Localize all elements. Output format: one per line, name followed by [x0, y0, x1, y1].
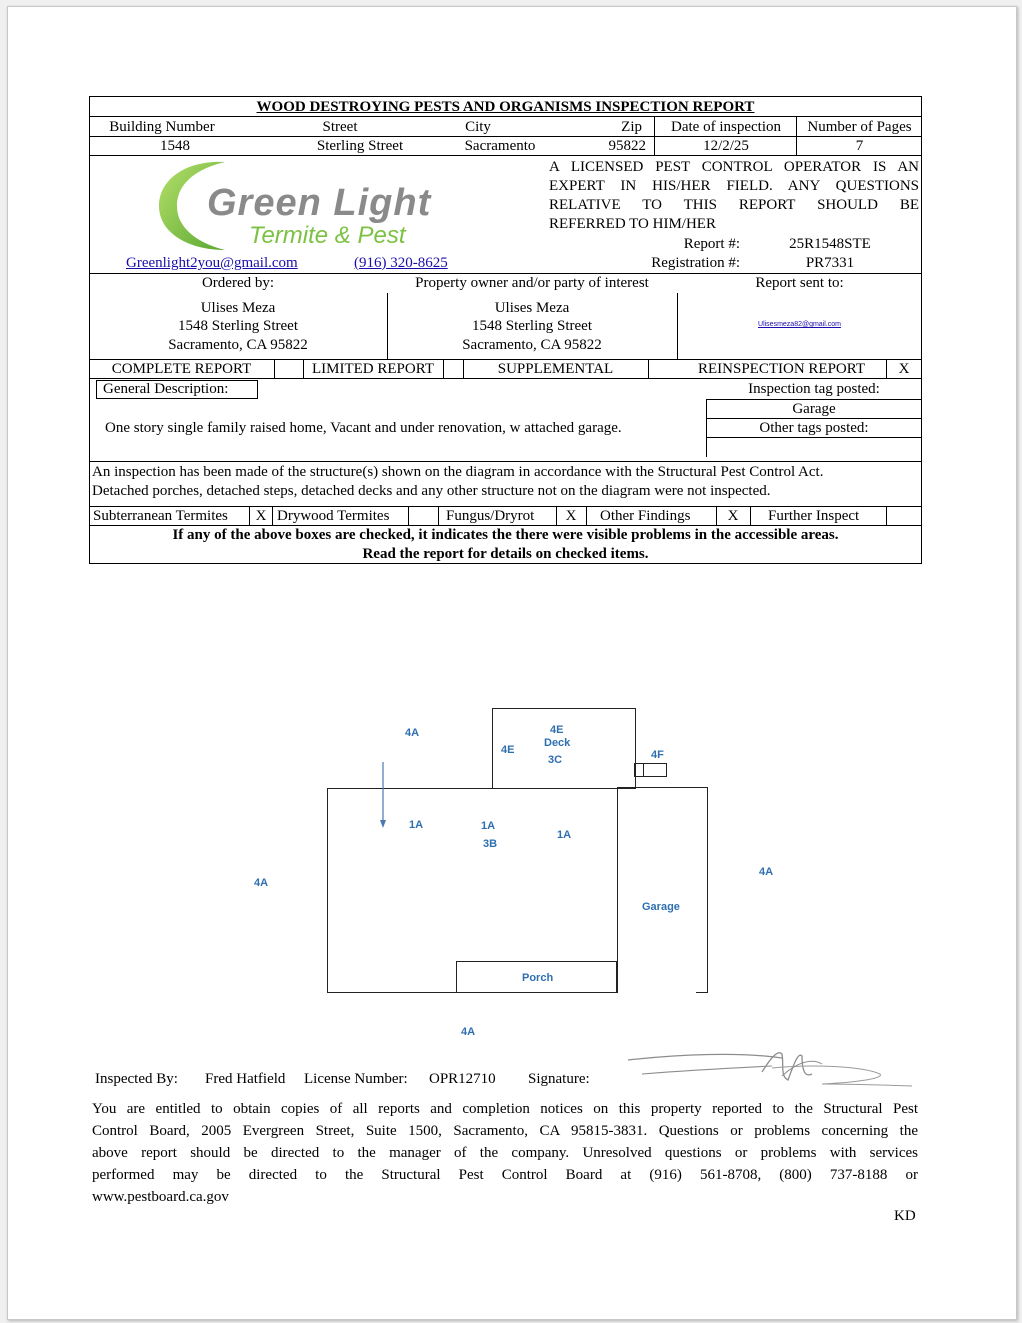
logo-title: Green Light: [207, 182, 432, 224]
inspection-note-line-2: Detached porches, detached steps, detached decks and any other structure not on the diagram were not inspected.: [92, 483, 771, 499]
street-value: Sterling Street: [316, 138, 404, 154]
owner-name: Ulises Meza: [494, 300, 570, 316]
limited-report-label: LIMITED REPORT: [311, 361, 434, 377]
building-number-value: 1548: [160, 138, 190, 154]
licensed-operator-notice: [549, 158, 919, 234]
diagram-tag-3c: 3C: [548, 754, 563, 766]
inspection-tag-value: Garage: [792, 401, 836, 417]
drywood-termites-label: Drywood Termites: [277, 508, 390, 524]
building-number-label: Building Number: [109, 119, 215, 135]
date-value: 12/2/25: [703, 138, 749, 154]
street-label: Street: [322, 119, 358, 135]
report-number-label: Report #:: [683, 236, 740, 252]
diagram-tag-4a-bottom: 4A: [461, 1026, 476, 1038]
ordered-by-label: Ordered by:: [201, 275, 275, 291]
further-inspect-label: Further Inspect: [768, 508, 860, 524]
arrow-icon: [378, 760, 388, 830]
reinspection-checkbox[interactable]: X: [898, 361, 910, 377]
diagram-tag-4f: 4F: [651, 749, 664, 761]
zip-label: Zip: [621, 119, 642, 135]
inspection-tag-label: Inspection tag posted:: [748, 381, 880, 397]
owner-label: Property owner and/or party of interest: [415, 275, 649, 291]
diagram-porch-label: Porch: [522, 972, 554, 984]
page-initials: KD: [894, 1208, 916, 1224]
company-email-link[interactable]: Greenlight2you@gmail.com: [126, 255, 298, 271]
registration-label: Registration #:: [651, 255, 740, 271]
handwritten-signature: [622, 1044, 914, 1090]
garage-right-wall: [707, 787, 708, 993]
report-number-value: 25R1548STE: [789, 236, 871, 252]
license-number-value: OPR12710: [429, 1071, 496, 1087]
diagram-tag-1a-mid: 1A: [481, 820, 496, 832]
garage-top-wall: [617, 787, 708, 788]
owner-city: Sacramento, CA 95822: [462, 337, 602, 353]
owner-street: 1548 Sterling Street: [472, 318, 592, 334]
reinspection-label: REINSPECTION REPORT: [697, 361, 866, 377]
inspection-note-line-1: An inspection has been made of the structure(s) shown on the diagram in accordance with the Structural Pest Control Act.: [92, 464, 824, 480]
board-notice-line-4: performed may be directed to the Structural Pest Control Board at (916) 561-8708, (800) 737-8188 or: [92, 1167, 918, 1183]
diagram-tag-4e-top: 4E: [550, 724, 564, 736]
subterranean-termites-checkbox[interactable]: X: [255, 508, 267, 524]
diagram-tag-1a-left: 1A: [409, 819, 424, 831]
date-label: Date of inspection: [671, 119, 781, 135]
garage-bottom-wall: [696, 992, 708, 993]
diagram-tag-4a-right: 4A: [759, 866, 774, 878]
tag-4f-box: [634, 763, 667, 777]
notice-line-4: REFERRED TO HIM/HER: [549, 216, 716, 232]
board-notice-line-1: You are entitled to obtain copies of all reports and completion notices on this property reported to the Structural Pest: [92, 1101, 918, 1117]
board-notice-line-5: www.pestboard.ca.gov: [92, 1189, 229, 1205]
diagram-tag-4e-left: 4E: [501, 744, 515, 756]
diagram-garage-label: Garage: [642, 901, 680, 913]
notice-line-3: RELATIVE TO THIS REPORT SHOULD BE: [549, 197, 919, 213]
license-number-label: License Number:: [304, 1071, 408, 1087]
diagram-tag-3b: 3B: [483, 838, 498, 850]
diagram-tag-1a-right: 1A: [557, 829, 572, 841]
pages-label: Number of Pages: [807, 119, 912, 135]
company-phone-link[interactable]: (916) 320-8625: [354, 255, 448, 271]
inspector-name: Fred Hatfield: [205, 1071, 286, 1087]
general-description-text: One story single family raised home, Vacant and under renovation, w attached garage.: [105, 420, 622, 436]
warning-line-2: Read the report for details on checked items.: [362, 546, 649, 562]
other-findings-label: Other Findings: [600, 508, 691, 524]
city-value: Sacramento: [464, 138, 536, 154]
board-notice-line-2: Control Board, 2005 Evergreen Street, Suite 1500, Sacramento, CA 95815-3831. Questions or problems concerning the: [92, 1123, 918, 1139]
report-title: WOOD DESTROYING PESTS AND ORGANISMS INSPECTION REPORT: [256, 99, 755, 115]
warning-line-1: If any of the above boxes are checked, it indicates the there were visible problems in the accessible areas.: [172, 527, 839, 543]
tag-4f-divider: [643, 763, 644, 777]
diagram-tag-4a-top: 4A: [405, 727, 420, 739]
fungus-dryrot-checkbox[interactable]: X: [565, 508, 577, 524]
pages-value: 7: [855, 138, 864, 154]
sent-to-email-link[interactable]: Ulisesmeza82@gmail.com: [758, 321, 841, 328]
ordered-by-street: 1548 Sterling Street: [178, 318, 298, 334]
complete-report-label: COMPLETE REPORT: [111, 361, 252, 377]
inspected-by-label: Inspected By:: [95, 1071, 178, 1087]
ordered-by-name: Ulises Meza: [200, 300, 276, 316]
signature-label: Signature:: [528, 1071, 590, 1087]
logo-subtitle: Termite & Pest: [249, 222, 406, 249]
registration-value: PR7331: [805, 255, 855, 271]
notice-line-1: A LICENSED PEST CONTROL OPERATOR IS AN: [549, 159, 919, 175]
subterranean-termites-label: Subterranean Termites: [93, 508, 228, 524]
ordered-by-city: Sacramento, CA 95822: [168, 337, 308, 353]
company-logo: [155, 158, 455, 253]
board-notice-paragraph: [92, 1098, 918, 1208]
sent-to-label: Report sent to:: [755, 275, 844, 291]
supplemental-label: SUPPLEMENTAL: [497, 361, 614, 377]
diagram-tag-4a-left: 4A: [254, 877, 269, 889]
general-description-label: General Description:: [103, 381, 229, 397]
fungus-dryrot-label: Fungus/Dryrot: [446, 508, 535, 524]
other-findings-checkbox[interactable]: X: [727, 508, 739, 524]
other-tags-label: Other tags posted:: [759, 420, 869, 436]
board-notice-line-3: above report should be directed to the manager of the company. Unresolved questions or problems with services: [92, 1145, 918, 1161]
zip-value: 95822: [608, 138, 646, 154]
city-label: City: [465, 119, 491, 135]
diagram-deck-label: Deck: [544, 737, 571, 749]
notice-line-2: EXPERT IN HIS/HER FIELD. ANY QUESTIONS: [549, 178, 919, 194]
